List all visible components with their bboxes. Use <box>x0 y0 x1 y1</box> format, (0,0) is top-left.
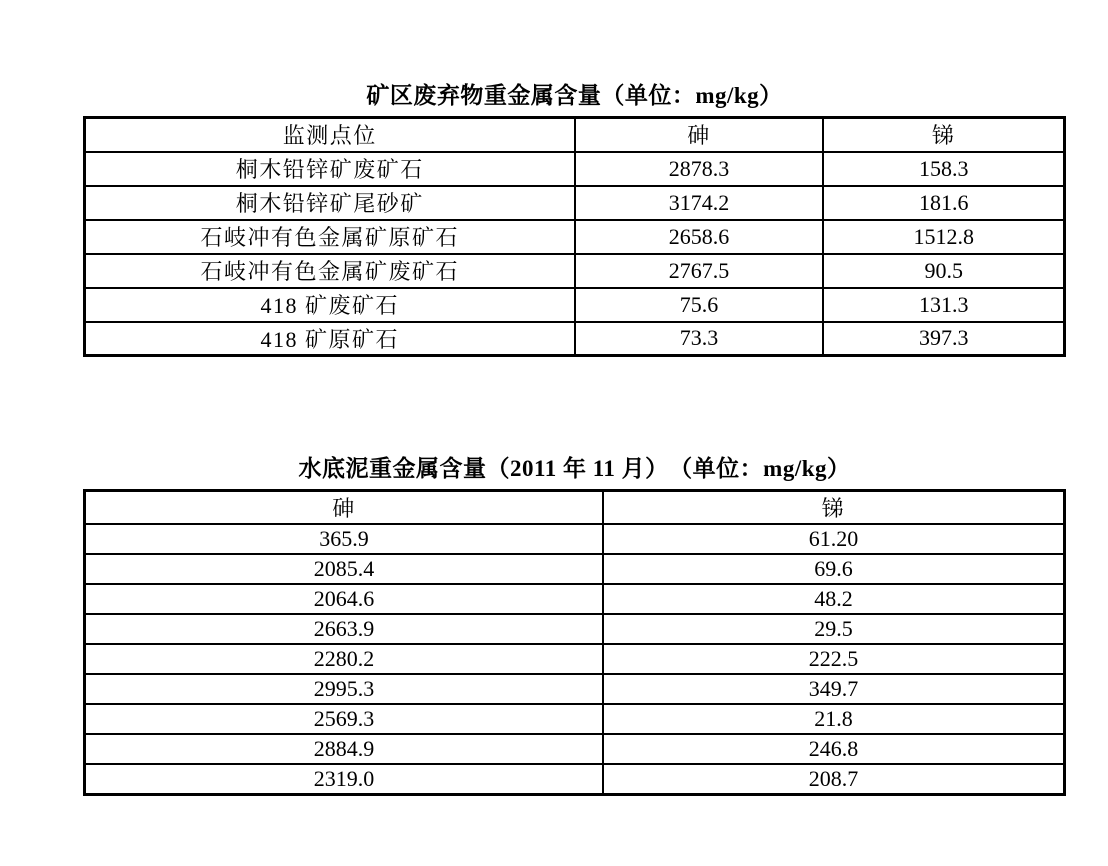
table-cell: 349.7 <box>603 674 1065 704</box>
table-row <box>85 220 1065 254</box>
table-row <box>85 764 1065 794</box>
sediment-table-title: 水底泥重金属含量（2011 年 11 月） （单位：mg/kg） <box>298 456 851 481</box>
table-cell: 2878.3 <box>575 152 824 186</box>
table-cell: 29.5 <box>603 614 1065 644</box>
table-cell: 3174.2 <box>575 186 824 220</box>
table-cell: 75.6 <box>575 288 824 322</box>
table-row <box>85 734 1065 764</box>
table-cell: 418 矿废矿石 <box>85 288 575 322</box>
table-cell: 2280.2 <box>85 644 603 674</box>
table-cell: 2085.4 <box>85 554 603 584</box>
waste-table-header-row <box>85 118 1065 152</box>
table-cell: 158.3 <box>823 152 1064 186</box>
table-cell: 石岐冲有色金属矿原矿石 <box>85 220 575 254</box>
table-cell: 397.3 <box>823 322 1064 356</box>
table-row <box>85 554 1065 584</box>
table-cell: 2064.6 <box>85 584 603 614</box>
table-row <box>85 674 1065 704</box>
table-cell: 2658.6 <box>575 220 824 254</box>
table-row <box>85 322 1065 356</box>
header-antimony: 锑 <box>823 118 1064 152</box>
table-cell: 90.5 <box>823 254 1064 288</box>
table-cell: 181.6 <box>823 186 1064 220</box>
table-row <box>85 254 1065 288</box>
table-row <box>85 186 1065 220</box>
document-page <box>83 0 1066 796</box>
table-row <box>85 644 1065 674</box>
sediment-table-header-row <box>85 491 1065 525</box>
table-cell: 61.20 <box>603 524 1065 554</box>
table-cell: 48.2 <box>603 584 1065 614</box>
table-row <box>85 152 1065 186</box>
table-cell: 365.9 <box>85 524 603 554</box>
waste-table <box>83 116 1066 357</box>
table-cell: 1512.8 <box>823 220 1064 254</box>
table-cell: 2569.3 <box>85 704 603 734</box>
header-monitoring-point: 监测点位 <box>85 118 575 152</box>
table-cell: 2319.0 <box>85 764 603 794</box>
table-row <box>85 288 1065 322</box>
table-cell: 73.3 <box>575 322 824 356</box>
table-cell: 208.7 <box>603 764 1065 794</box>
table-cell: 418 矿原矿石 <box>85 322 575 356</box>
table-cell: 桐木铅锌矿尾砂矿 <box>85 186 575 220</box>
table-cell: 2995.3 <box>85 674 603 704</box>
table-cell: 246.8 <box>603 734 1065 764</box>
table-cell: 2767.5 <box>575 254 824 288</box>
table-row <box>85 524 1065 554</box>
table-cell: 131.3 <box>823 288 1064 322</box>
table-cell: 2884.9 <box>85 734 603 764</box>
table-cell: 2663.9 <box>85 614 603 644</box>
table-cell: 21.8 <box>603 704 1065 734</box>
header-arsenic: 砷 <box>85 491 603 525</box>
table-row <box>85 584 1065 614</box>
waste-table-title: 矿区废弃物重金属含量（单位：mg/kg） <box>366 83 783 108</box>
table-cell: 222.5 <box>603 644 1065 674</box>
table-cell: 桐木铅锌矿废矿石 <box>85 152 575 186</box>
sediment-table <box>83 489 1066 796</box>
table-row <box>85 614 1065 644</box>
header-arsenic: 砷 <box>575 118 824 152</box>
header-antimony: 锑 <box>603 491 1065 525</box>
table-row <box>85 704 1065 734</box>
table-cell: 石岐冲有色金属矿废矿石 <box>85 254 575 288</box>
table-cell: 69.6 <box>603 554 1065 584</box>
